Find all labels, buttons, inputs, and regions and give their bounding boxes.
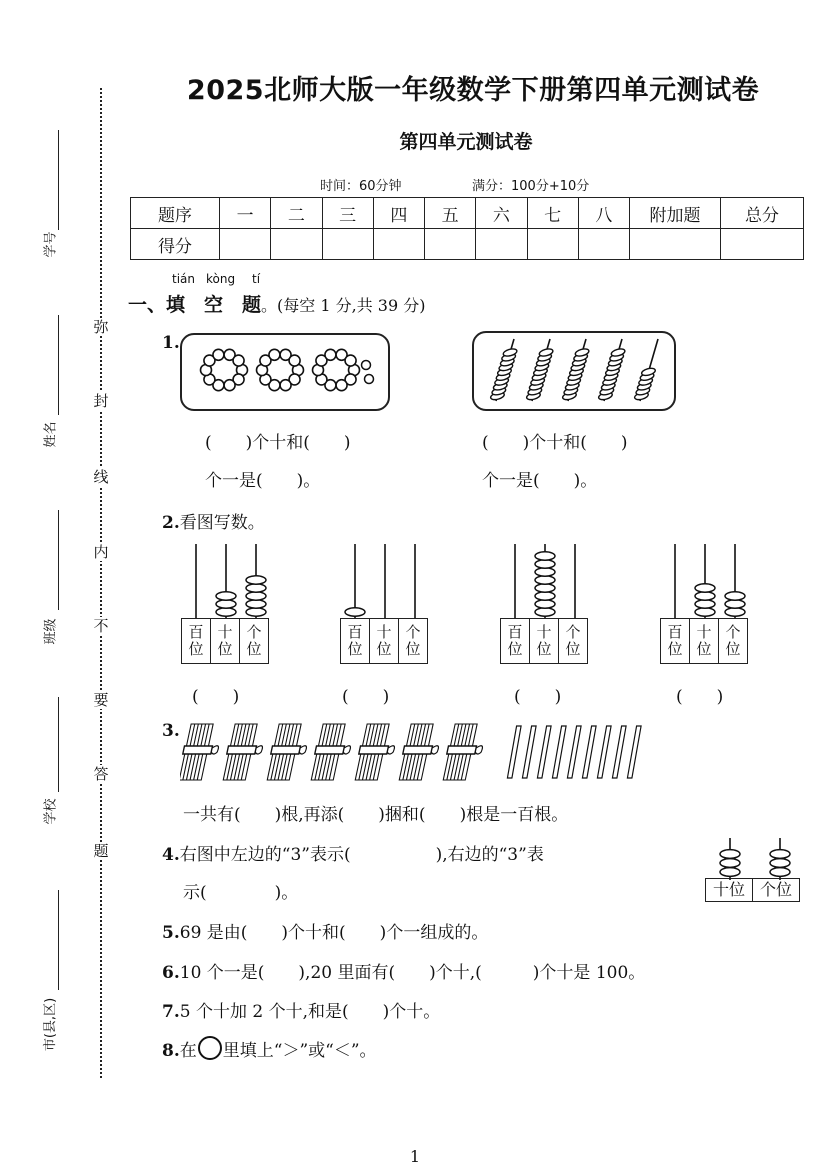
bead-string [526, 339, 554, 401]
abacus-bead [725, 592, 745, 600]
abacus-bead [535, 584, 555, 592]
page-title: 2025北师大版一年级数学下册第四单元测试卷 [186, 75, 760, 106]
abacus-bead [216, 592, 236, 600]
single-stick [522, 726, 536, 778]
stick-bundle [265, 724, 311, 780]
table-cell: 七 [527, 198, 578, 229]
name-line [58, 315, 59, 415]
q8-text-before: 在 [179, 1041, 197, 1061]
abacus-bead [770, 859, 790, 868]
student-id-line [58, 130, 59, 230]
compare-circle-icon [198, 1036, 222, 1060]
school-label: 学校 [43, 798, 59, 825]
q3-text: 一共有( )根,再添( )捆和( )根是一百根。 [183, 805, 569, 825]
abacus-bead [720, 859, 740, 868]
abacus-bead [535, 600, 555, 608]
class-label: 班级 [43, 618, 59, 645]
abacus-bead [535, 560, 555, 568]
q1-right-line1: ( )个十和( ) [482, 433, 628, 453]
question-number: 5. [162, 923, 180, 943]
q7-text: 5 个十加 2 个十,和是( )个十。 [179, 1002, 441, 1022]
q4-line1-text: 右图中左边的“3”表示( ),右边的“3”表 [179, 845, 544, 865]
bead-string [598, 339, 626, 401]
section-label: 一、填 空 题 [128, 294, 262, 316]
single-stick [552, 726, 566, 778]
place-label: 个 位 [559, 619, 588, 664]
single-stick [582, 726, 596, 778]
score-cell[interactable] [425, 229, 476, 260]
stick-bundle [441, 724, 487, 780]
pinyin-tian: tián [172, 272, 195, 286]
ten-ring-group [201, 349, 248, 390]
place-label: 百 位 [661, 619, 690, 664]
q4-abacus-rods [705, 834, 805, 884]
abacus-rods [340, 540, 432, 618]
abacus-bead [695, 608, 715, 616]
ring-groups-illustration [182, 335, 388, 409]
question-number: 3. [162, 721, 180, 741]
seal-char: 答 [93, 765, 109, 783]
city-line [58, 890, 59, 990]
place-label: 百 位 [182, 619, 211, 664]
place-label-tens: 十位 [706, 879, 753, 902]
q8-text-after: 里填上“＞”或“＜”。 [222, 1041, 377, 1061]
abacus-bead [216, 600, 236, 608]
pinyin-kong: kòng [206, 272, 236, 286]
abacus-bead [535, 576, 555, 584]
pinyin-ti: tí [252, 272, 261, 286]
question-number: 4. [162, 845, 180, 865]
q4-place-value-box [705, 878, 800, 902]
abacus-bead [725, 600, 745, 608]
q2-prompt-text: 看图写数。 [179, 513, 265, 533]
page-subtitle: 第四单元测试卷 [399, 131, 533, 153]
table-cell: 八 [578, 198, 629, 229]
abacus-bead [246, 608, 266, 616]
score-table [130, 197, 804, 260]
abacus-bead [695, 600, 715, 608]
score-cell[interactable] [630, 229, 721, 260]
single-stick [627, 726, 641, 778]
ten-ring-group [313, 349, 360, 390]
q2-answer-blank: ( ) [676, 687, 724, 707]
seal-char: 线 [93, 468, 109, 486]
place-label: 个 位 [240, 619, 269, 664]
question-number: 7. [162, 1002, 180, 1022]
place-label: 个 位 [399, 619, 428, 664]
abacus-bead [725, 608, 745, 616]
seal-char: 要 [93, 691, 109, 709]
score-table-header-row [131, 198, 804, 229]
q1-left-line2: 个一是( )。 [205, 471, 321, 491]
bead-strings-illustration [474, 333, 674, 409]
abacus-bead [720, 868, 740, 877]
abacus-bead [535, 592, 555, 600]
table-cell: 四 [373, 198, 424, 229]
q2-answer-blank: ( ) [514, 687, 562, 707]
name-label: 姓名 [43, 421, 59, 448]
abacus-rods [500, 540, 592, 618]
abacus-bead [695, 584, 715, 592]
q5 [162, 918, 488, 943]
score-cell[interactable] [271, 229, 322, 260]
section-heading [128, 290, 425, 317]
full-score: 满分：100分+10分 [472, 179, 590, 194]
q8 [162, 1036, 377, 1061]
place-value-box [660, 618, 748, 664]
place-label: 十 位 [370, 619, 399, 664]
table-cell: 总分 [721, 198, 804, 229]
question-number: 8. [162, 1041, 180, 1061]
place-value-box [340, 618, 428, 664]
city-label: 市(县,区) [43, 997, 59, 1052]
q1-left-line1: ( )个十和( ) [205, 433, 351, 453]
abacus-bead [535, 608, 555, 616]
bead-string [490, 339, 518, 401]
bead-string [634, 339, 658, 401]
question-number: 1. [162, 333, 180, 353]
q2-prompt [162, 508, 265, 533]
q1-right-picture-frame [472, 331, 676, 411]
question-number: 2. [162, 513, 180, 533]
abacus-bead [246, 600, 266, 608]
abacus-bead [246, 592, 266, 600]
abacus-bead [770, 850, 790, 859]
abacus-rods [660, 540, 752, 618]
section-note: 。(每空 1 分,共 39 分) [261, 296, 426, 315]
stick-bundle [309, 724, 355, 780]
single-stick [507, 726, 521, 778]
abacus-bead [770, 868, 790, 877]
place-label: 个 位 [719, 619, 748, 664]
abacus-bead [720, 850, 740, 859]
stick-bundle [221, 724, 267, 780]
q4-line2: 示( )。 [183, 883, 299, 903]
abacus-bead [535, 568, 555, 576]
ten-ring-group [257, 349, 304, 390]
single-stick [567, 726, 581, 778]
score-table-score-row [131, 229, 804, 260]
table-cell: 得分 [131, 229, 220, 260]
seal-char: 不 [93, 617, 109, 635]
abacus-bead [246, 576, 266, 584]
q6-text: 10 个一是( ),20 里面有( )个十,( )个十是 100。 [179, 963, 646, 983]
q4-line1 [162, 840, 544, 865]
school-line [58, 697, 59, 792]
abacus-bead [246, 584, 266, 592]
table-cell: 三 [322, 198, 373, 229]
q6 [162, 958, 645, 983]
abacus-bead [216, 608, 236, 616]
table-cell: 附加题 [630, 198, 721, 229]
place-label: 十 位 [530, 619, 559, 664]
score-cell[interactable] [322, 229, 373, 260]
seal-char: 封 [93, 392, 109, 410]
student-id-label: 学号 [43, 231, 59, 258]
place-value-box [181, 618, 269, 664]
table-cell: 一 [220, 198, 271, 229]
stick-bundle [353, 724, 399, 780]
stick-bundle [397, 724, 443, 780]
score-cell[interactable] [578, 229, 629, 260]
score-cell[interactable] [527, 229, 578, 260]
abacus-bead [695, 592, 715, 600]
stick-bundles-illustration [180, 718, 650, 784]
abacus-bead [345, 608, 365, 616]
single-stick [537, 726, 551, 778]
table-cell: 题序 [131, 198, 220, 229]
score-cell[interactable] [721, 229, 804, 260]
score-cell[interactable] [476, 229, 527, 260]
single-circle [362, 361, 371, 370]
binding-dotted-line [100, 88, 102, 1078]
single-circle [365, 375, 374, 384]
place-label: 百 位 [501, 619, 530, 664]
q1-right-line2: 个一是( )。 [482, 471, 598, 491]
single-stick [597, 726, 611, 778]
place-label: 十 位 [211, 619, 240, 664]
place-label-ones: 个位 [753, 879, 800, 902]
q7 [162, 997, 440, 1022]
place-value-box [500, 618, 588, 664]
stick-bundle [180, 724, 224, 780]
q2-answer-blank: ( ) [192, 687, 240, 707]
single-stick [612, 726, 626, 778]
bead-string [562, 339, 590, 401]
q5-text: 69 是由( )个十和( )个一组成的。 [179, 923, 489, 943]
place-label: 百 位 [341, 619, 370, 664]
abacus-rods [181, 540, 273, 618]
class-line [58, 510, 59, 610]
page-number: 1 [409, 1147, 421, 1166]
score-cell[interactable] [220, 229, 271, 260]
question-number: 6. [162, 963, 180, 983]
seal-char: 内 [93, 543, 109, 561]
time-limit: 时间：60分钟 [320, 179, 402, 194]
seal-char: 弥 [93, 318, 109, 336]
q1-left-picture-frame [180, 333, 390, 411]
seal-char: 题 [93, 842, 109, 860]
score-cell[interactable] [373, 229, 424, 260]
table-cell: 二 [271, 198, 322, 229]
q2-answer-blank: ( ) [342, 687, 390, 707]
abacus-bead [535, 552, 555, 560]
table-cell: 五 [425, 198, 476, 229]
place-label: 十 位 [690, 619, 719, 664]
table-cell: 六 [476, 198, 527, 229]
